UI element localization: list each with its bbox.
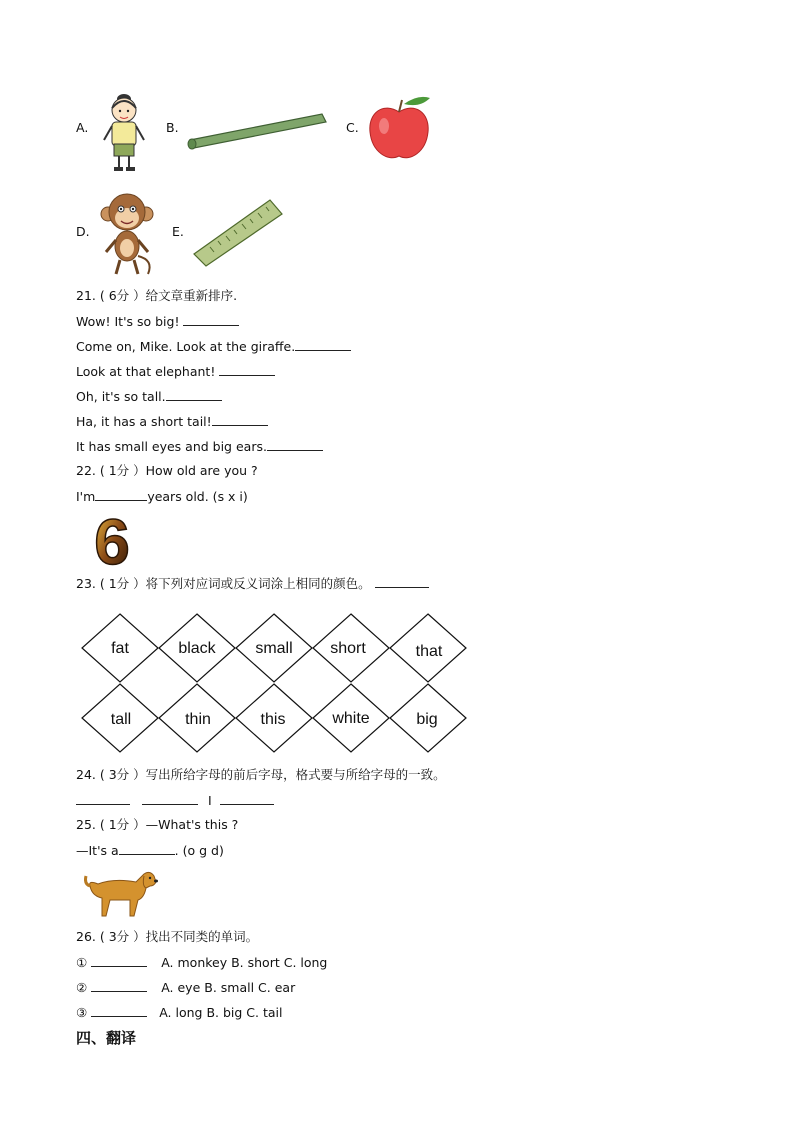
answer-blank[interactable]	[91, 954, 147, 967]
section-heading: 四、翻译	[76, 1029, 137, 1047]
answer-blank[interactable]	[142, 792, 198, 805]
apple-image	[364, 94, 434, 164]
diamond-word: black	[178, 640, 216, 657]
svg-text:6: 6	[94, 510, 130, 570]
q21-line: Ha, it has a short tail!	[76, 413, 268, 430]
q26-row: ① A. monkey B. short C. long	[76, 955, 328, 970]
given-letter: I	[207, 793, 212, 808]
option-d-label: D.	[76, 224, 90, 239]
answer-blank[interactable]	[119, 842, 175, 855]
monkey-image	[98, 190, 156, 278]
q24-line	[76, 792, 274, 809]
ruler-image	[190, 196, 286, 268]
q26-row: ③ A. long B. big C. tail	[76, 1005, 283, 1020]
diamond-word: that	[415, 643, 443, 660]
option-a-label: A.	[76, 120, 89, 135]
girl-image	[98, 88, 150, 174]
q23-header: 23. ( 1分 ）将下列对应词或反义词涂上相同的颜色。	[76, 575, 429, 592]
diamond-word: small	[255, 640, 293, 657]
q25-header: 25. ( 1分 ）—What's this ?	[76, 817, 239, 832]
diamond-word: this	[260, 711, 286, 728]
word-diamond-grid	[80, 612, 472, 754]
answer-blank[interactable]	[219, 363, 275, 376]
option-e-label: E.	[172, 224, 184, 239]
answer-blank[interactable]	[91, 1004, 147, 1017]
answer-blank[interactable]	[212, 413, 268, 426]
option-c-label: C.	[346, 120, 359, 135]
q22-line: I'm years old. (s x i)	[76, 489, 248, 504]
answer-blank[interactable]	[166, 388, 222, 401]
answer-blank[interactable]	[91, 979, 147, 992]
q26-row: ② A. eye B. small C. ear	[76, 980, 296, 995]
long-stick-image	[184, 106, 330, 152]
q21-line: It has small eyes and big ears.	[76, 438, 323, 455]
q21-line: Come on, Mike. Look at the giraffe.	[76, 338, 351, 355]
option-b-label: B.	[166, 120, 179, 135]
diamond-word: fat	[111, 640, 129, 657]
dog-image	[84, 864, 160, 922]
q21-header: 21. ( 6分 ）给文章重新排序.	[76, 288, 238, 303]
answer-blank[interactable]	[375, 575, 429, 588]
diamond-word: white	[332, 710, 370, 727]
answer-blank[interactable]	[183, 313, 239, 326]
diamond-word: short	[330, 640, 366, 657]
answer-blank[interactable]	[76, 792, 130, 805]
q24-header: 24. ( 3分 ）写出所给字母的前后字母，格式要与所给字母的一致。	[76, 767, 446, 782]
q22-header: 22. ( 1分 ）How old are you ?	[76, 463, 258, 478]
diamond-word: tall	[110, 711, 132, 728]
number-six-image	[88, 510, 136, 570]
q26-header: 26. ( 3分 ）找出不同类的单词。	[76, 929, 259, 944]
q21-line: Wow! It's so big!	[76, 313, 239, 330]
diamond-word: thin	[185, 711, 211, 728]
answer-blank[interactable]	[220, 792, 274, 805]
q25-line: —It's a . (o g d)	[76, 843, 224, 858]
answer-blank[interactable]	[267, 438, 323, 451]
answer-blank[interactable]	[295, 338, 351, 351]
q21-line: Oh, it's so tall.	[76, 388, 222, 405]
answer-blank[interactable]	[95, 488, 147, 501]
diamond-word: big	[416, 711, 438, 728]
q21-line: Look at that elephant!	[76, 363, 275, 380]
